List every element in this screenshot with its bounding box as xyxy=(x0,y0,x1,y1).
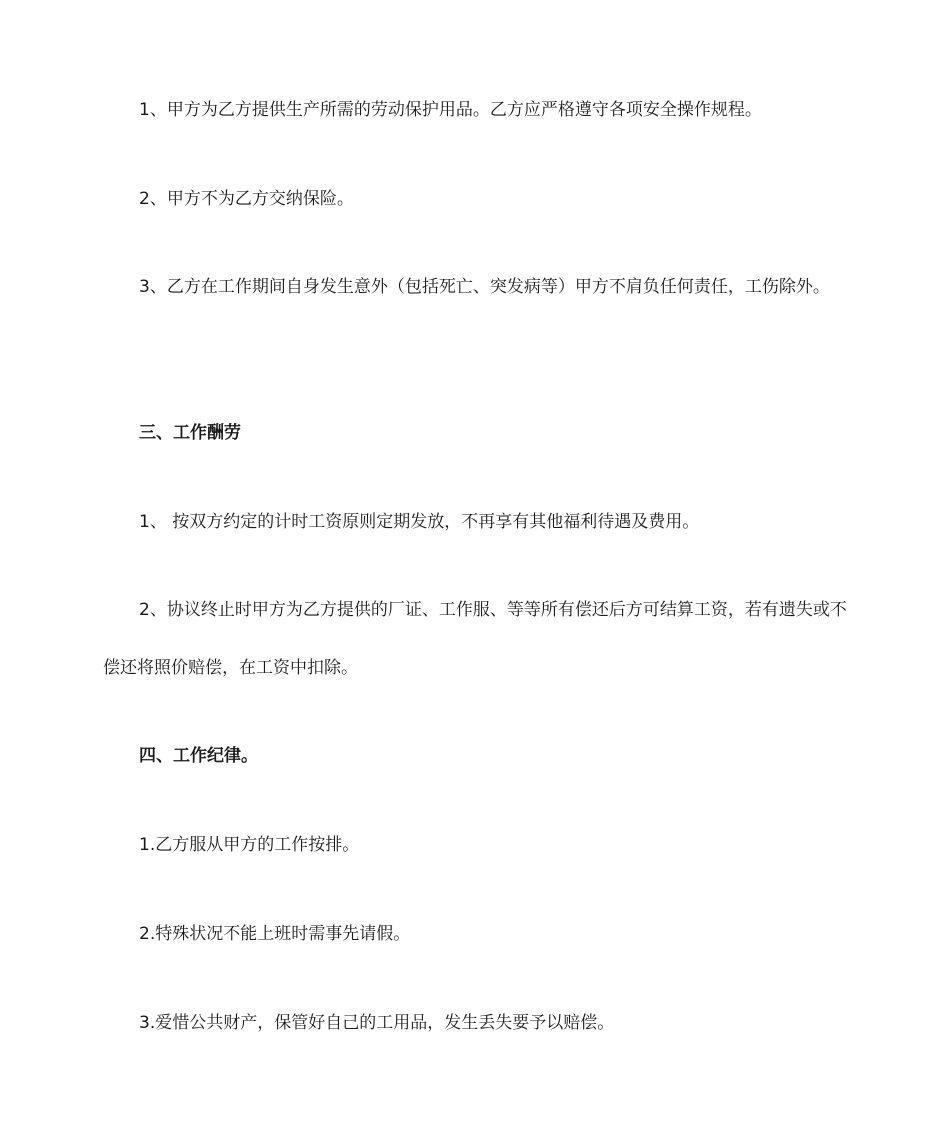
paragraph-wage-payment: 1、 按双方约定的计时工资原则定期发放，不再享有其他福利待遇及费用。 xyxy=(139,512,700,532)
paragraph-obey-arrangement: 1.乙方服从甲方的工作按排。 xyxy=(139,835,360,855)
paragraph-safety-equipment: 1、甲方为乙方提供生产所需的劳动保护用品。乙方应严格遵守各项安全操作规程。 xyxy=(139,100,762,120)
paragraph-accident-liability: 3、乙方在工作期间自身发生意外（包括死亡、突发病等）甲方不肩负任何责任，工伤除外。 xyxy=(139,277,830,297)
paragraph-settlement: 2、协议终止时甲方为乙方提供的厂证、工作服、等等所有偿还后方可结算工资，若有遗失或不偿还将照价赔偿，在工资中扣除。 xyxy=(103,600,847,678)
paragraph-insurance: 2、甲方不为乙方交纳保险。 xyxy=(139,189,354,209)
section-heading-compensation: 三、工作酬劳 xyxy=(139,423,241,443)
section-heading-discipline: 四、工作纪律。 xyxy=(139,746,258,766)
paragraph-public-property: 3.爱惜公共财产，保管好自己的工用品，发生丢失要予以赔偿。 xyxy=(139,1013,615,1033)
paragraph-leave-request: 2.特殊状况不能上班时需事先请假。 xyxy=(139,924,411,944)
